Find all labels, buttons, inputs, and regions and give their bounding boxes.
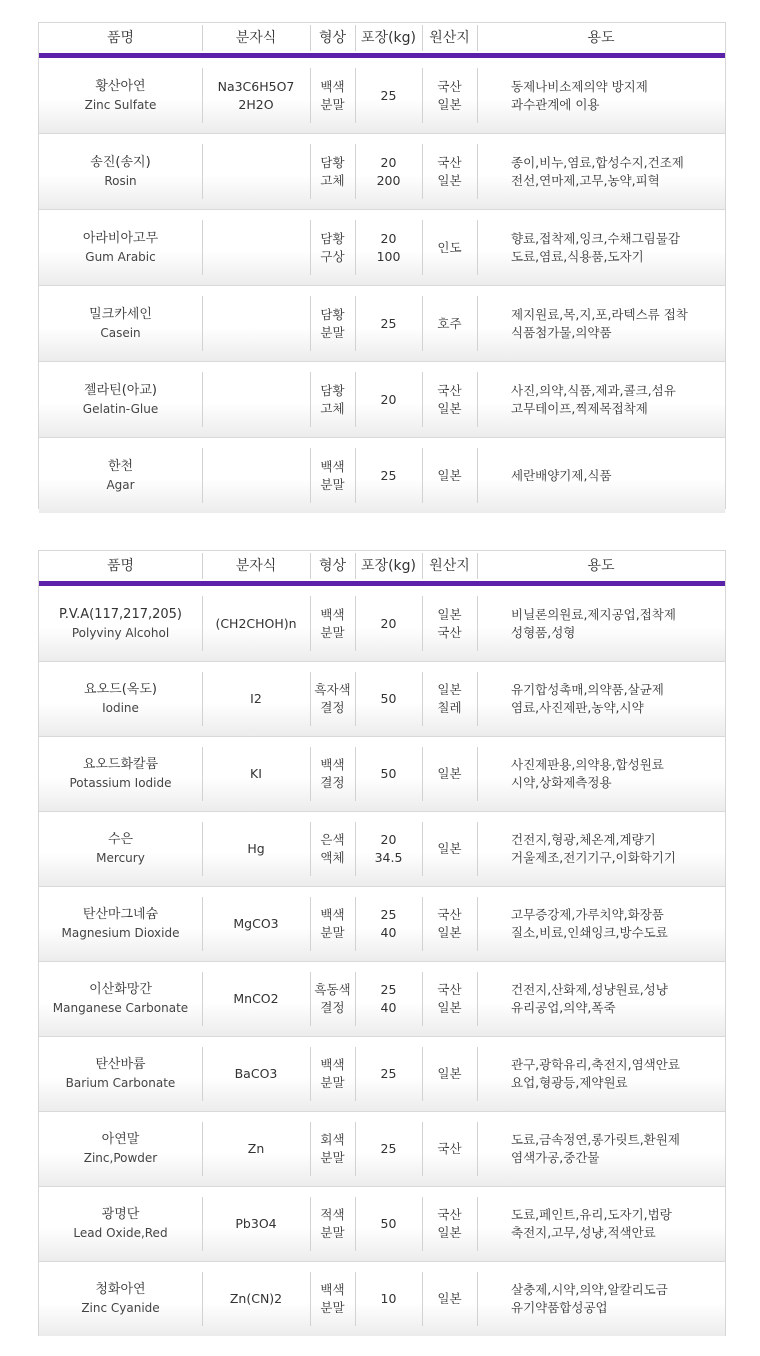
formula-cell [202,812,310,886]
shape-line2: 구상 [320,248,345,264]
packing-line1: 20 [380,615,397,631]
usage-cell [477,1262,725,1336]
shape-line2: 고체 [320,400,345,416]
table-row [39,362,725,438]
origin-cell [422,362,477,437]
packing-line2: 40 [380,925,397,940]
shape-line1: 담황 [320,154,345,170]
origin-cell [422,1262,477,1336]
origin-cell [422,962,477,1036]
origin-line2: 일본 [437,96,462,112]
shape-cell [310,210,355,285]
shape-line1: 은색 [320,832,345,847]
table-row [39,1187,725,1262]
product-name-cell [39,134,202,209]
shape-cell [310,286,355,361]
usage-line2: 시약,상화제측정용 [511,775,612,790]
shape-line2: 분말 [320,324,345,340]
product-table-1 [38,22,726,509]
usage-line2: 유기약품합성공업 [511,1300,608,1315]
formula-cell [202,1112,310,1186]
table-row [39,1112,725,1187]
shape-cell [310,1037,355,1111]
usage-cell [477,1037,725,1111]
shape-cell [310,962,355,1036]
product-name-cell [39,1187,202,1261]
shape-cell [310,812,355,886]
packing-line1: 20 [380,154,397,170]
usage-line1: 비닐론의원료,제지공업,접착제 [511,606,676,622]
packing-line1: 25 [380,982,397,997]
usage-line2: 유리공업,의약,폭죽 [511,1000,616,1015]
usage-line2: 염료,사진제판,농약,시약 [511,700,644,715]
shape-line1: 흑동색 [314,982,351,997]
formula-line1: MgCO3 [233,916,279,931]
table-row [39,58,725,134]
usage-cell [477,58,725,133]
table-row [39,210,725,286]
table-row [39,1037,725,1112]
origin-line1: 일본 [437,1066,462,1081]
product-name-cell [39,1112,202,1186]
header-packing: 포장(kg) [355,551,422,581]
usage-cell [477,362,725,437]
usage-line1: 도료,금속정연,롱가릿트,환원제 [511,1132,680,1147]
header-shape: 형상 [310,551,355,581]
origin-cell [422,812,477,886]
packing-line2: 34.5 [374,850,403,865]
origin-cell [422,1037,477,1111]
formula-cell [202,134,310,209]
product-name-en: Zinc Cyanide [81,1301,160,1315]
origin-line1: 국산 [437,382,462,398]
product-name-en: Polyviny Alcohol [71,625,170,640]
header-product-name: 품명 [106,558,135,574]
product-name-ko: 황산아연 [95,78,146,94]
product-name-en: Lead Oxide,Red [73,1226,168,1240]
header-origin: 원산지 [422,551,477,581]
origin-cell [422,58,477,133]
origin-line2: 일본 [437,400,462,416]
header-origin: 원산지 [422,23,477,53]
shape-line1: 담황 [320,306,345,322]
table-header [39,23,725,58]
usage-line1: 종이,비누,염료,합성수지,건조제 [511,154,684,170]
product-name-en: Barium Carbonate [65,1076,176,1090]
origin-cell [422,210,477,285]
usage-line1: 건전지,산화제,성냥원료,성냥 [511,982,668,997]
shape-line1: 적색 [320,1207,345,1222]
usage-cell [477,134,725,209]
formula-line1: Zn [247,1141,265,1156]
packing-line1: 25 [380,907,397,922]
table-row [39,586,725,662]
usage-line1: 사진,의약,식품,제과,콜크,섬유 [511,382,676,398]
formula-cell [202,737,310,811]
packing-line2: 100 [376,248,401,264]
product-name-en: Zinc Sulfate [84,97,157,112]
product-name-cell [39,210,202,285]
packing-line1: 25 [380,467,397,483]
usage-line2: 요업,형광등,제약원료 [511,1075,628,1090]
header-usage: 용도 [477,551,725,581]
shape-cell [310,362,355,437]
origin-cell [422,1112,477,1186]
product-name-ko: 젤라틴(아교) [84,382,157,398]
formula-cell [202,58,310,133]
formula-line1: Pb3O4 [235,1216,277,1231]
usage-cell [477,1112,725,1186]
table-header [39,551,725,586]
packing-cell [355,210,422,285]
formula-line1: I2 [250,691,262,706]
usage-line2: 축전지,고무,성냥,적색안료 [511,1225,656,1240]
formula-cell [202,1187,310,1261]
shape-line2: 분말 [320,925,345,940]
packing-cell [355,586,422,661]
usage-cell [477,1187,725,1261]
shape-line2: 분말 [320,624,345,640]
shape-line2: 액체 [320,850,345,865]
shape-line1: 백색 [320,1282,345,1297]
packing-line1: 50 [380,766,397,781]
usage-cell [477,286,725,361]
product-name-ko: 요오드(옥도) [84,682,157,697]
origin-cell [422,737,477,811]
product-name-en: Agar [106,477,135,492]
table-row [39,438,725,513]
origin-line1: 호주 [437,315,462,331]
formula-line2: 2H2O [238,96,274,112]
formula-cell [202,1037,310,1111]
table-row [39,662,725,737]
packing-cell [355,962,422,1036]
product-name-ko: P.V.A(117,217,205) [58,606,183,622]
shape-line2: 분말 [320,476,345,492]
origin-cell [422,1187,477,1261]
usage-cell [477,586,725,661]
header-formula: 분자식 [202,551,310,581]
shape-line1: 담황 [320,382,345,398]
product-name-en: Potassium Iodide [69,776,172,790]
shape-cell [310,1262,355,1336]
origin-cell [422,286,477,361]
usage-line1: 동제나비소제의약 방지제 [511,78,648,94]
usage-cell [477,210,725,285]
origin-line1: 국산 [437,982,462,997]
product-name-ko: 광명단 [101,1207,140,1222]
product-name-cell [39,286,202,361]
shape-line1: 담황 [320,230,345,246]
shape-cell [310,662,355,736]
packing-line1: 10 [380,1291,397,1306]
shape-line2: 분말 [320,1300,345,1315]
shape-cell [310,438,355,513]
packing-cell [355,1262,422,1336]
product-name-ko: 탄산마그네슘 [82,907,159,922]
shape-line1: 백색 [320,907,345,922]
shape-line2: 결정 [320,775,345,790]
packing-cell [355,286,422,361]
packing-cell [355,812,422,886]
packing-cell [355,662,422,736]
usage-line1: 관구,광학유리,축전지,염색안료 [511,1057,680,1072]
packing-cell [355,737,422,811]
packing-cell [355,58,422,133]
shape-line1: 백색 [320,458,345,474]
packing-line1: 50 [380,691,397,706]
origin-line1: 국산 [437,1141,462,1156]
usage-line2: 과수관계에 이용 [511,96,600,112]
origin-cell [422,662,477,736]
formula-cell [202,887,310,961]
shape-line1: 백색 [320,757,345,772]
origin-line1: 일본 [437,1291,462,1306]
origin-line2: 일본 [437,172,462,188]
packing-cell [355,134,422,209]
usage-line2: 전선,연마제,고무,농약,피혁 [511,172,660,188]
usage-cell [477,662,725,736]
product-name-ko: 아라비아고무 [82,230,159,246]
header-usage: 용도 [477,23,725,53]
formula-cell [202,586,310,661]
usage-line2: 질소,비료,인쇄잉크,방수도료 [511,925,668,940]
table-row [39,962,725,1037]
product-name-cell [39,737,202,811]
origin-cell [422,887,477,961]
origin-line1: 국산 [437,154,462,170]
origin-line2: 일본 [437,1000,462,1015]
usage-line1: 사진제판용,의약용,합성원료 [511,757,664,772]
origin-cell [422,134,477,209]
product-name-cell [39,1262,202,1336]
packing-line1: 25 [380,1066,397,1081]
table-row [39,887,725,962]
product-name-cell [39,812,202,886]
shape-cell [310,134,355,209]
header-product-name: 품명 [106,30,135,46]
product-name-cell [39,887,202,961]
formula-cell [202,438,310,513]
shape-line1: 백색 [320,78,345,94]
product-name-cell [39,362,202,437]
formula-line1: Na3C6H5O7 [217,78,295,94]
packing-line1: 20 [380,391,397,407]
table-row [39,737,725,812]
origin-line1: 일본 [437,467,462,483]
product-name-cell [39,662,202,736]
product-name-cell [39,58,202,133]
product-name-en: Iodine [102,701,139,715]
formula-cell [202,286,310,361]
shape-line1: 흑자색 [314,682,351,697]
shape-line2: 결정 [320,1000,345,1015]
product-name-ko: 한천 [107,458,134,474]
product-name-en: Gum Arabic [85,249,156,264]
table-row [39,1262,725,1336]
formula-line1: Zn(CN)2 [229,1291,283,1306]
packing-cell [355,887,422,961]
packing-line1: 25 [380,87,397,103]
usage-line1: 향료,접착제,잉크,수채그림물감 [511,230,680,246]
shape-cell [310,1187,355,1261]
product-name-cell [39,1037,202,1111]
packing-cell [355,438,422,513]
product-table-2 [38,550,726,1336]
usage-cell [477,438,725,513]
formula-line1: (CH2CHOH)n [215,615,297,631]
shape-line2: 분말 [320,1225,345,1240]
usage-cell [477,737,725,811]
origin-line1: 인도 [437,239,462,255]
product-name-ko: 탄산바륨 [95,1057,146,1072]
shape-line2: 결정 [320,700,345,715]
product-name-cell [39,962,202,1036]
usage-line2: 고무테이프,찍제목접착제 [511,400,648,416]
packing-line1: 25 [380,315,397,331]
formula-cell [202,662,310,736]
origin-line1: 국산 [437,907,462,922]
shape-cell [310,58,355,133]
shape-line2: 분말 [320,1150,345,1165]
shape-line1: 백색 [320,606,345,622]
origin-line1: 일본 [437,682,462,697]
product-name-en: Magnesium Dioxide [61,926,180,940]
packing-cell [355,362,422,437]
header-formula: 분자식 [202,23,310,53]
product-name-en: Mercury [96,851,145,865]
usage-line1: 세란배양기제,식품 [511,467,612,483]
usage-line2: 식품첨가물,의약품 [511,324,612,340]
shape-line1: 회색 [320,1132,345,1147]
origin-line1: 일본 [437,766,462,781]
usage-cell [477,887,725,961]
usage-line2: 염색가공,중간물 [511,1150,600,1165]
table-row [39,812,725,887]
shape-line2: 고체 [320,172,345,188]
header-shape: 형상 [310,23,355,53]
formula-line1: BaCO3 [234,1066,278,1081]
packing-cell [355,1187,422,1261]
shape-cell [310,586,355,661]
usage-line2: 도료,염료,식용품,도자기 [511,248,644,264]
product-name-ko: 아연말 [101,1132,140,1147]
usage-line1: 유기합성촉매,의약품,살균제 [511,682,664,697]
product-name-ko: 요오드화칼륨 [82,757,159,772]
usage-cell [477,812,725,886]
product-name-en: Manganese Carbonate [52,1001,189,1015]
shape-cell [310,1112,355,1186]
usage-line1: 살충제,시약,의약,알칼리도금 [511,1282,668,1297]
shape-line2: 분말 [320,96,345,112]
formula-line1: KI [250,766,262,781]
origin-cell [422,438,477,513]
product-name-en: Casein [100,325,141,340]
packing-line2: 200 [376,172,401,188]
usage-line1: 고무증강제,가루치약,화장품 [511,907,664,922]
origin-line1: 일본 [437,841,462,856]
shape-cell [310,887,355,961]
product-name-cell [39,586,202,661]
product-name-ko: 이산화망간 [89,982,152,997]
origin-line2: 일본 [437,925,462,940]
table-row [39,286,725,362]
header-packing: 포장(kg) [355,23,422,53]
usage-line1: 도료,페인트,유리,도자기,법랑 [511,1207,672,1222]
packing-line1: 50 [380,1216,397,1231]
product-name-ko: 청화아연 [95,1282,146,1297]
shape-cell [310,737,355,811]
formula-line1: MnCO2 [233,991,279,1006]
shape-line1: 백색 [320,1057,345,1072]
packing-cell [355,1037,422,1111]
packing-line1: 20 [380,832,397,847]
usage-line1: 건전지,형광,체온계,계량기 [511,832,656,847]
product-name-en: Gelatin-Glue [82,401,159,416]
origin-line2: 칠레 [437,700,462,715]
product-name-cell [39,438,202,513]
packing-line1: 25 [380,1141,397,1156]
origin-line1: 일본 [437,606,462,622]
packing-line1: 20 [380,230,397,246]
origin-cell [422,586,477,661]
usage-cell [477,962,725,1036]
product-name-ko: 송진(송지) [90,154,151,170]
origin-line1: 국산 [437,78,462,94]
usage-line1: 제지원료,목,지,포,라텍스류 접착 [511,306,688,322]
origin-line1: 국산 [437,1207,462,1222]
packing-line2: 40 [380,1000,397,1015]
product-name-en: Zinc,Powder [83,1151,158,1165]
formula-cell [202,210,310,285]
formula-cell [202,962,310,1036]
usage-line2: 거울제조,전기기구,이화학기기 [511,850,676,865]
formula-cell [202,362,310,437]
packing-cell [355,1112,422,1186]
formula-cell [202,1262,310,1336]
table-row [39,134,725,210]
product-name-ko: 수은 [107,832,134,847]
product-name-ko: 밀크카세인 [89,306,152,322]
product-name-en: Rosin [104,173,137,188]
origin-line2: 국산 [437,624,462,640]
formula-line1: Hg [247,841,265,856]
usage-line2: 성형품,성형 [511,624,576,640]
origin-line2: 일본 [437,1225,462,1240]
shape-line2: 분말 [320,1075,345,1090]
